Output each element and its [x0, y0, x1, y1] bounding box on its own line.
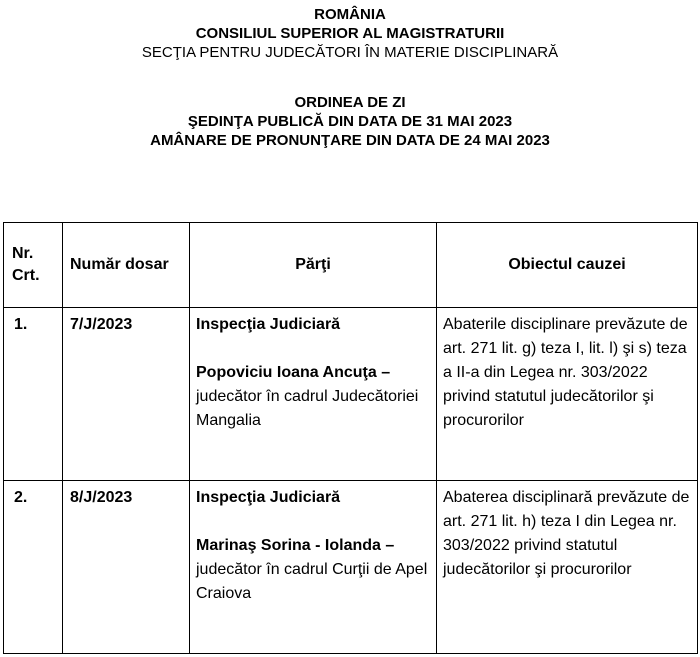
- case-number: 8/J/2023: [63, 481, 190, 654]
- agenda-table: [3, 222, 698, 654]
- column-header-obiect: Obiectul cauzei: [437, 223, 698, 308]
- document-header: [0, 5, 700, 62]
- session-line: ŞEDINŢA PUBLICĂ DIN DATA DE 31 MAI 2023: [187, 113, 513, 130]
- agenda-title: ORDINEA DE ZI: [294, 94, 406, 111]
- table-row: [4, 308, 698, 481]
- column-header-nr: [4, 223, 63, 308]
- row-number: 2.: [4, 481, 63, 654]
- person-dash: –: [380, 537, 395, 554]
- table-row: [4, 481, 698, 654]
- person-dash: –: [376, 364, 391, 381]
- table-header-row: [4, 223, 698, 308]
- institution-name: Inspecţia Judiciară: [196, 489, 341, 506]
- agenda-header: [0, 93, 700, 150]
- person-block: [196, 534, 430, 606]
- case-object: Abaterile disciplinare prevăzute de art. 271 lit. g) teza I, lit. l) şi s) teza a II-a din Legea nr. 303/2022 privind statutul judecătorilor şi procurorilor: [437, 308, 698, 481]
- column-header-parti: Părţi: [190, 223, 437, 308]
- section-name: SECŢIA PENTRU JUDECĂTORI ÎN MATERIE DISCIPLINARĂ: [141, 44, 559, 61]
- person-role: judecător în cadrul Curţii de Apel Craiova: [196, 561, 428, 602]
- column-header-dosar: Număr dosar: [63, 223, 190, 308]
- person-name: Marinaş Sorina - Iolanda: [196, 537, 381, 554]
- institution-name: Inspecţia Judiciară: [196, 316, 341, 333]
- person-role: judecător în cadrul Judecătoriei Mangalia: [196, 388, 419, 429]
- parties-cell: [190, 308, 437, 481]
- postponement-line: AMÂNARE DE PRONUNŢARE DIN DATA DE 24 MAI 2023: [150, 132, 550, 149]
- person-block: [196, 361, 430, 433]
- case-number: 7/J/2023: [63, 308, 190, 481]
- column-header-nr-line2: Crt.: [12, 267, 40, 284]
- country-name: ROMÂNIA: [314, 6, 386, 23]
- person-name: Popoviciu Ioana Ancuţa: [196, 364, 377, 381]
- row-number: 1.: [4, 308, 63, 481]
- council-name: CONSILIUL SUPERIOR AL MAGISTRATURII: [195, 25, 505, 42]
- column-header-nr-line1: Nr.: [12, 245, 34, 262]
- parties-cell: [190, 481, 437, 654]
- case-object: Abaterea disciplinară prevăzute de art. 271 lit. h) teza I din Legea nr. 303/2022 privind statutul judecătorilor şi procurorilor: [437, 481, 698, 654]
